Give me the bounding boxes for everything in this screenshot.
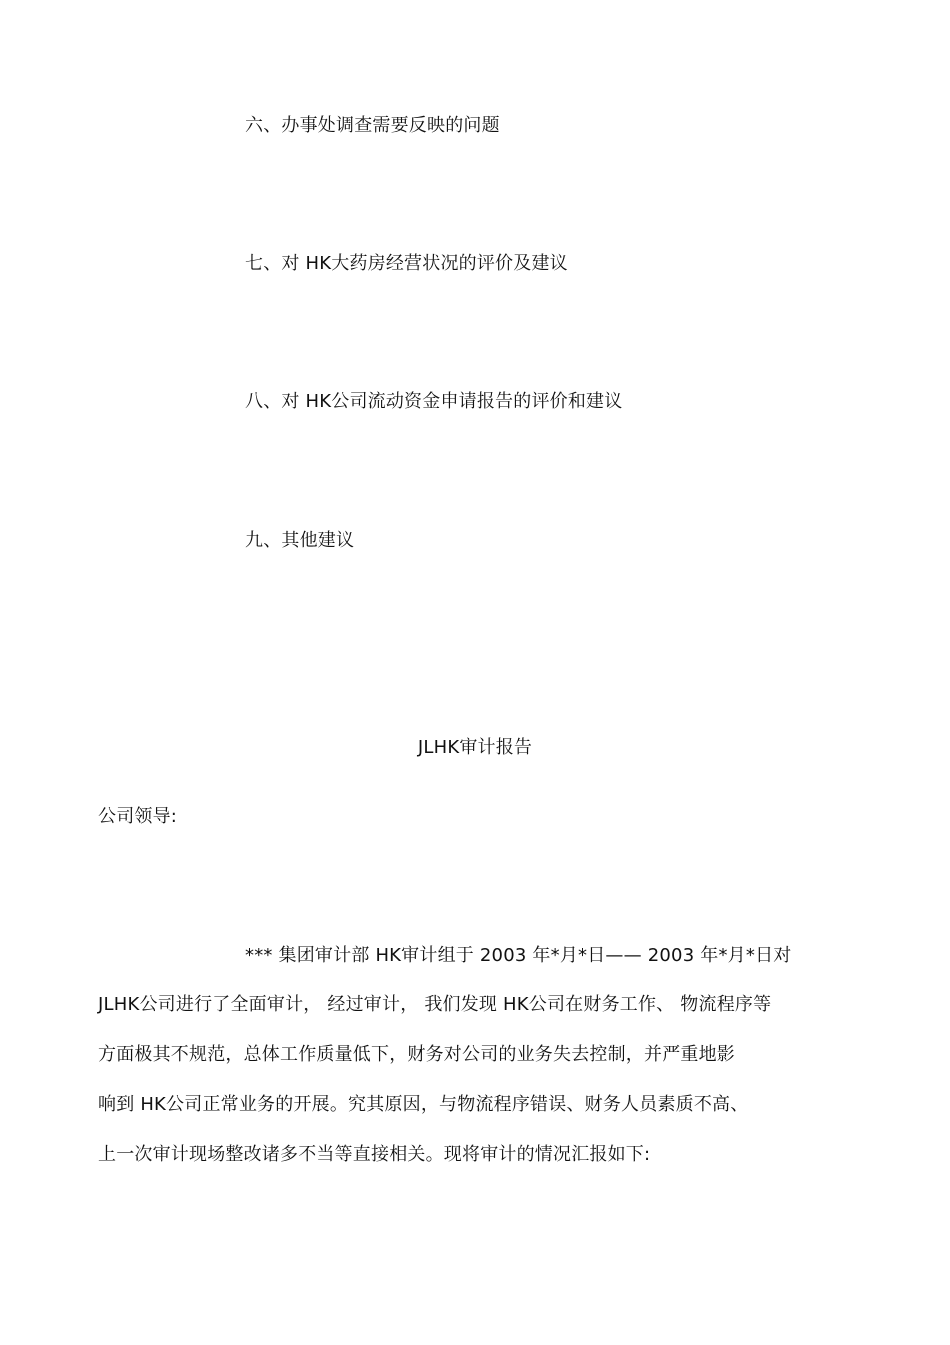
paragraph-line-2: JLHK公司进行了全面审计， 经过审计， 我们发现 HK公司在财务工作、 物流程序等 (98, 994, 772, 1015)
section-heading-7: 七、对 HK大药房经营状况的评价及建议 (245, 253, 568, 274)
section-heading-6: 六、办事处调查需要反映的问题 (245, 115, 500, 136)
paragraph-line-1: *** 集团审计部 HK审计组于 2003 年*月*日—— 2003 年*月*日对 (245, 945, 792, 966)
paragraph-line-4: 响到 HK公司正常业务的开展。究其原因，与物流程序错误、财务人员素质不高、 (98, 1094, 749, 1115)
section-heading-9: 九、其他建议 (245, 530, 355, 551)
report-title: JLHK审计报告 (417, 737, 533, 758)
paragraph-line-3: 方面极其不规范，总体工作质量低下，财务对公司的业务失去控制，并严重地影 (98, 1044, 735, 1065)
section-heading-8: 八、对 HK公司流动资金申请报告的评价和建议 (245, 391, 623, 412)
paragraph-line-5: 上一次审计现场整改诸多不当等直接相关。现将审计的情况汇报如下: (98, 1144, 651, 1165)
salutation: 公司领导: (98, 806, 178, 827)
